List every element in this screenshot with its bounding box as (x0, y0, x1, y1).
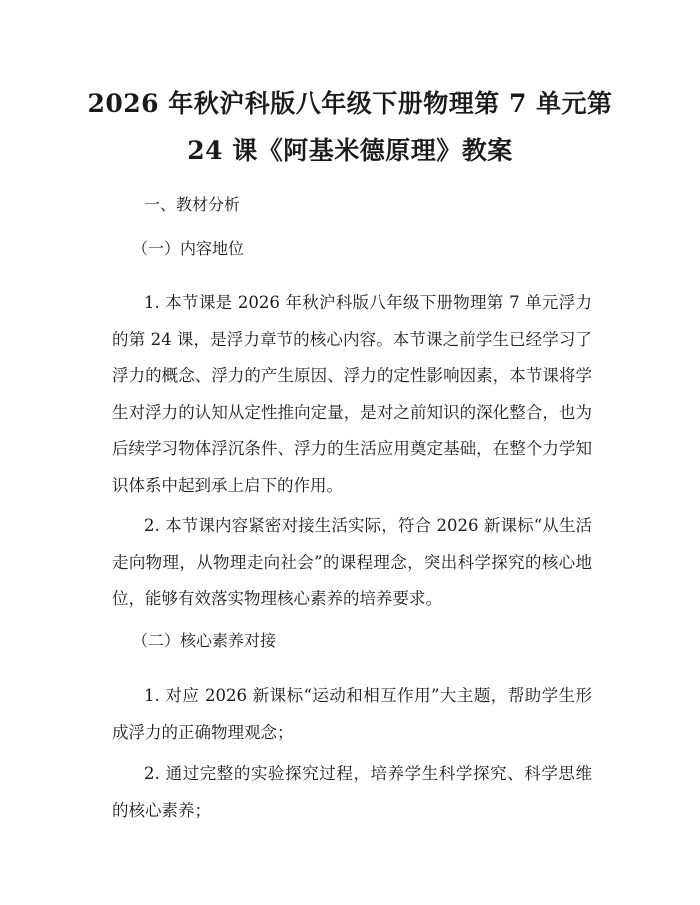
subsection-heading-content-position: （一）内容地位 (132, 239, 245, 258)
document-title-line-1: 2026 年秋沪科版八年级下册物理第 7 单元第 (87, 89, 613, 118)
document-title-line-2: 24 课《阿基米德原理》教案 (187, 136, 513, 165)
subsection-heading-core-literacy: （二）核心素养对接 (132, 631, 277, 650)
paragraph-content-position-2: 2. 本节课内容紧密对接生活实际，符合 2026 新课标“从生活走向物理，从物理走向社会”的课程理念，突出科学探究的核心地位，能够有效落实物理核心素养的培养要求。 (112, 516, 592, 608)
section-heading-teaching-material-analysis: 一、教材分析 (144, 195, 241, 214)
paragraph-core-literacy-2: 2. 通过完整的实验探究过程，培养学生科学探究、科学思维的核心素养； (112, 764, 592, 820)
paragraph-core-literacy-1: 1. 对应 2026 新课标“运动和相互作用”大主题，帮助学生形成浮力的正确物理观念； (112, 686, 592, 742)
paragraph-content-position-1: 1. 本节课是 2026 年秋沪科版八年级下册物理第 7 单元浮力的第 24 课，是浮力章节的核心内容。本节课之前学生已经学习了浮力的概念、浮力的产生原因、浮力的定性影响因素，本节课将学生对浮力的认知从定性推向定量，是对之前知识的深化整合，也为后续学习物体浮沉条件、浮力的生活应用奠定基础，在整个力学知识体系中起到承上启下的作用。 (112, 293, 592, 495)
